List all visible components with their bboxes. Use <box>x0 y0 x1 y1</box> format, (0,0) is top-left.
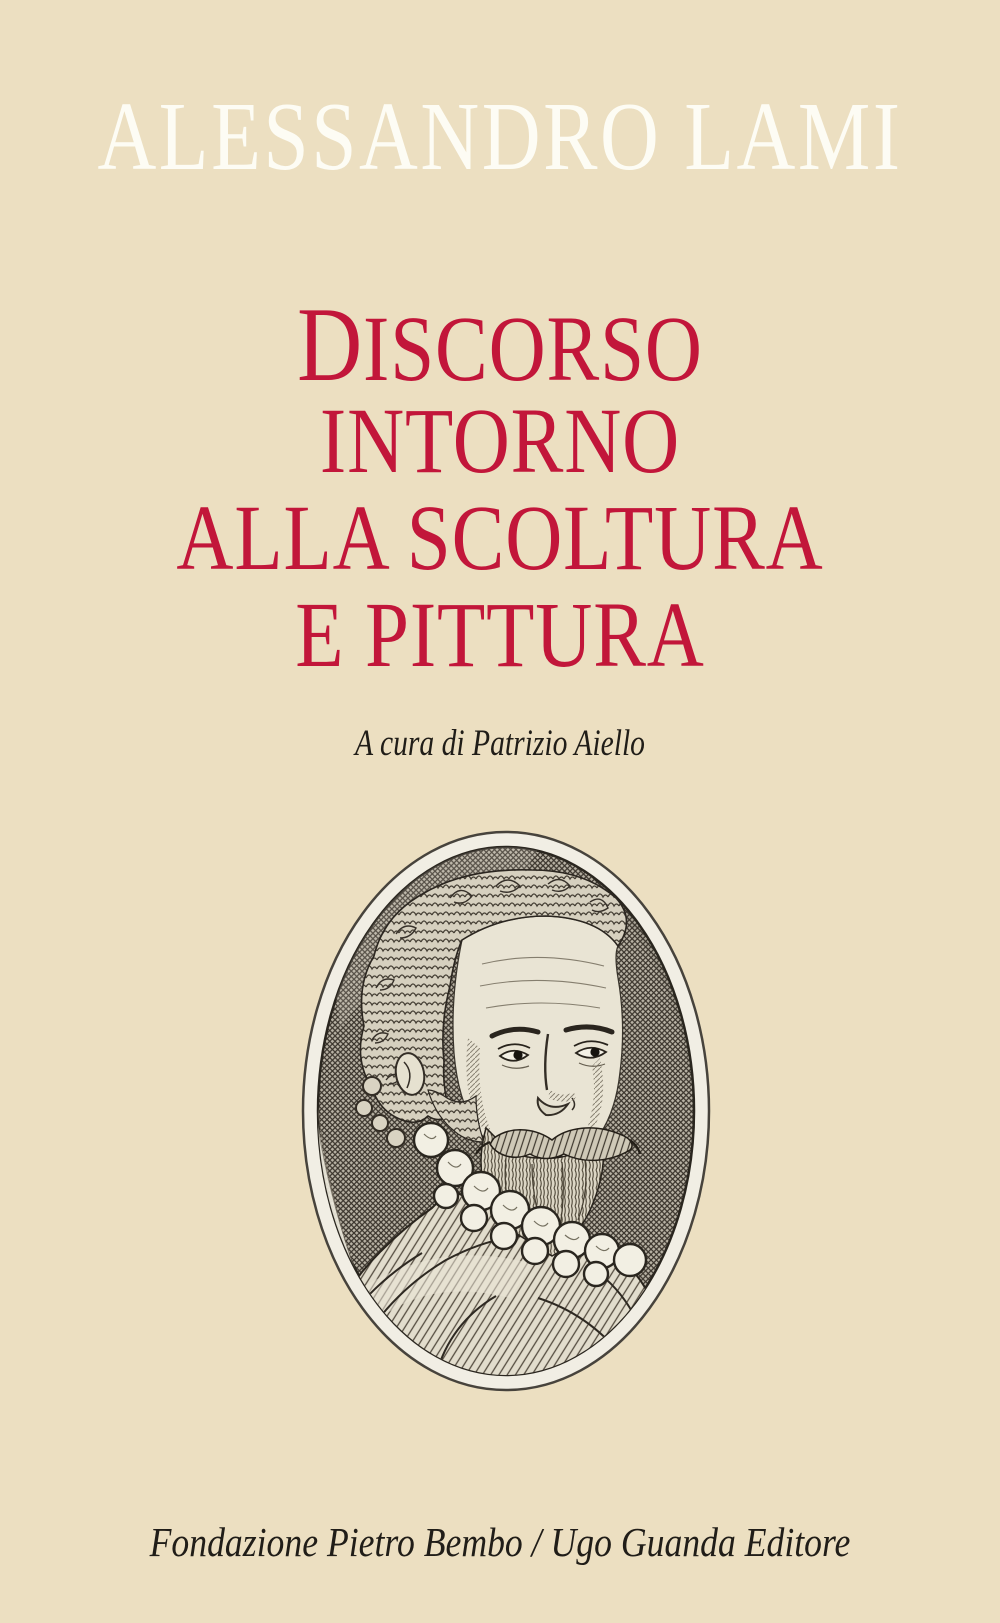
title-initial-letter: D <box>297 286 364 403</box>
author-name: ALESSANDRO LAMI <box>97 83 903 190</box>
book-title <box>0 286 1000 687</box>
title-line-1-rest: ISCORSO <box>363 298 703 401</box>
portrait-engraving-svg <box>300 828 712 1394</box>
title-line-4: E PITTURA <box>295 584 705 687</box>
curator-line: A cura di Patrizio Aiello <box>355 723 645 764</box>
portrait-engraving <box>300 828 712 1394</box>
title-line-3: ALLA SCOLTURA <box>176 487 824 590</box>
title-line-1 <box>75 286 925 403</box>
publisher-line: Fondazione Pietro Bembo / Ugo Guanda Editore <box>149 1519 851 1565</box>
title-line-2: INTORNO <box>319 390 681 493</box>
